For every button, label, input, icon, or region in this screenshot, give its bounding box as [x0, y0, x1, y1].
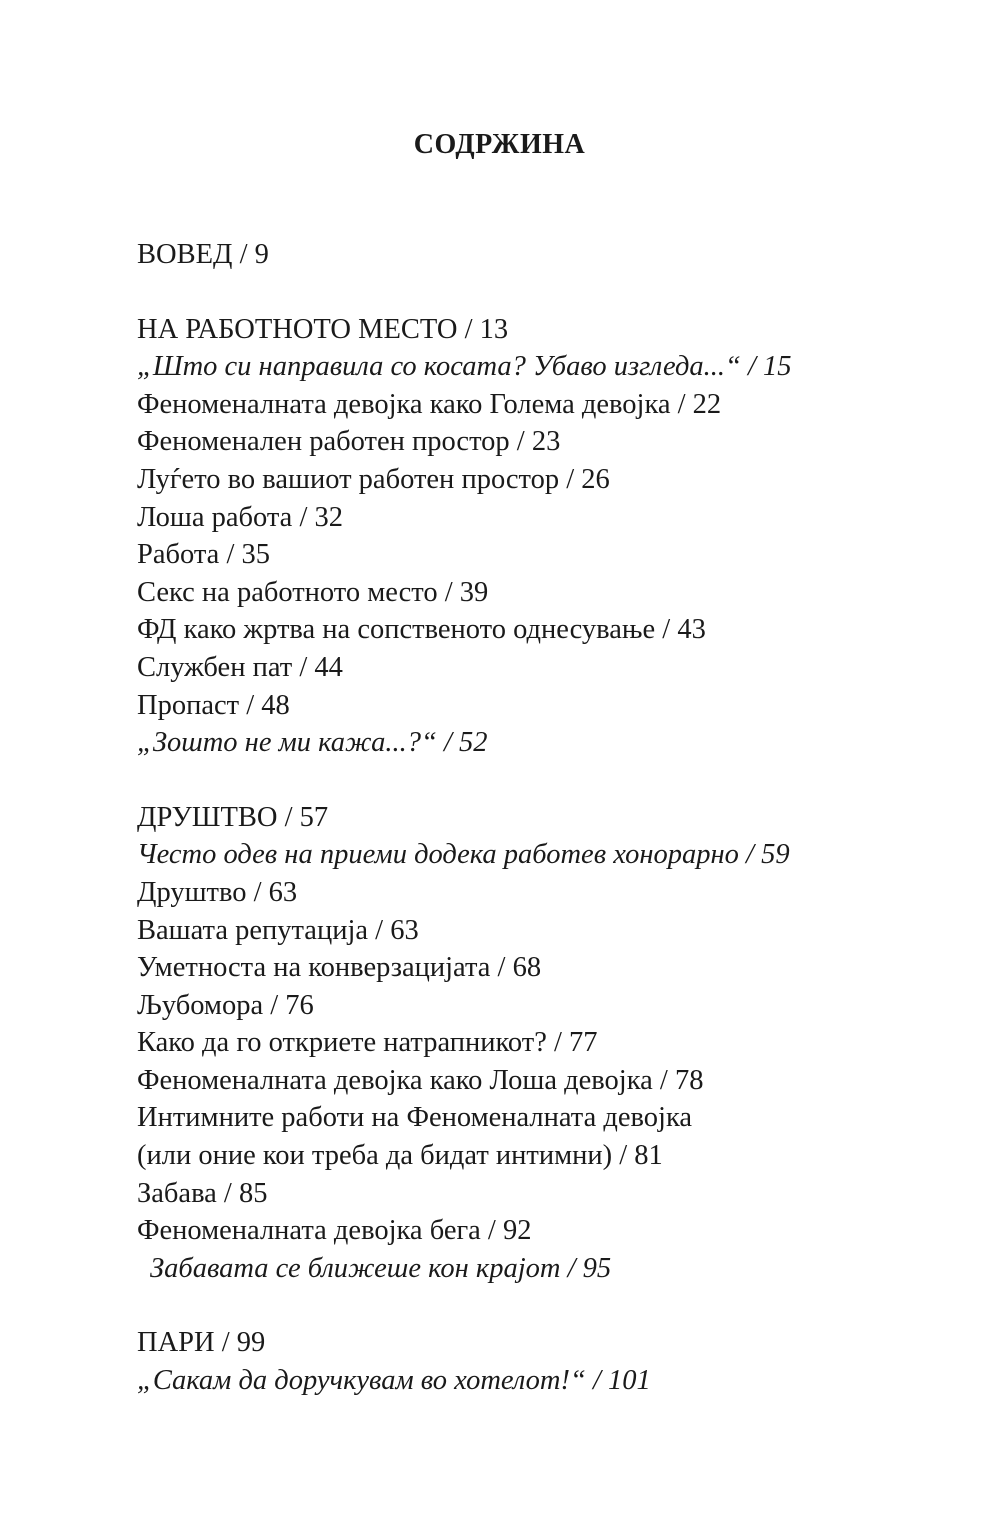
toc-section-heading: НА РАБОТНОТО МЕСТО / 13 [137, 313, 509, 345]
toc-section [137, 799, 862, 1288]
toc-entry: „Што си направила со косата? Убаво изгледа...“ / 15 [137, 351, 792, 383]
toc-entry: Забава / 85 [137, 1177, 268, 1209]
toc-section-heading: ДРУШТВО / 57 [137, 801, 329, 833]
toc-entry: Феноменален работен простор / 23 [137, 426, 561, 458]
toc-entry: Феноменалната девојка како Лоша девојка / 78 [137, 1064, 704, 1096]
toc-entry: Феноменалната девојка бега / 92 [137, 1215, 532, 1247]
toc-entry: Друштво / 63 [137, 876, 298, 908]
toc-entry: Луѓето во вашиот работен простор / 26 [137, 463, 610, 495]
toc-entry: Лоша работа / 32 [137, 501, 343, 533]
toc-entry: Феноменалната девојка како Голема девојка / 22 [137, 388, 722, 420]
toc-entry: „Сакам да доручкувам во хотелот!“ / 101 [137, 1365, 651, 1397]
toc-entry: Вашата репутација / 63 [137, 914, 419, 946]
toc-entry: Љубомора / 76 [137, 989, 314, 1021]
page-title: СОДРЖИНА [413, 129, 586, 160]
toc-section-heading: ВОВЕД / 9 [137, 239, 269, 270]
toc-section [137, 311, 862, 762]
toc-entry: Интимните работи на Феноменалната девојка [137, 1102, 693, 1134]
table-of-contents [137, 236, 862, 1400]
toc-entry: Забавата се ближеше кон крајот / 95 [150, 1252, 612, 1284]
toc-entry: „Зошто не ми кажа...?“ / 52 [137, 727, 488, 759]
toc-entry: Пропаст / 48 [137, 689, 290, 721]
toc-section [137, 1324, 862, 1399]
toc-entry: (или оние кои треба да бидат интимни) / 81 [137, 1140, 663, 1172]
toc-entry: Секс на работното место / 39 [137, 576, 489, 608]
toc-entry: Како да го откриете натрапникот? / 77 [137, 1027, 598, 1059]
toc-entry: Често одев на приеми додека работев хонорарно / 59 [137, 839, 790, 871]
toc-entry: ФД како жртва на сопственото однесување / 43 [137, 614, 706, 646]
toc-entry: Уметноста на конверзацијата / 68 [137, 952, 542, 984]
toc-entry: Работа / 35 [137, 539, 270, 571]
toc-section-heading: ПАРИ / 99 [137, 1327, 266, 1359]
toc-section [137, 236, 862, 274]
toc-entry: Службен пат / 44 [137, 651, 343, 683]
